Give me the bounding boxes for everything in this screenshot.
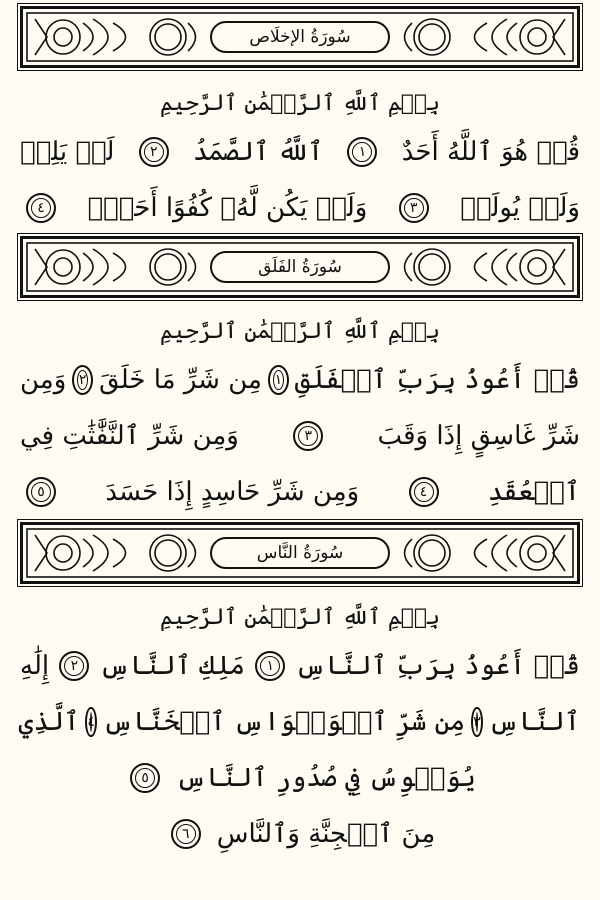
basmala: بِسۡمِ ٱللَّهِ ٱلرَّحۡمَٰنِ ٱلرَّحِيمِ [159, 605, 441, 630]
ayah-line [20, 806, 580, 862]
ayah-text: مِن شَرِّ مَا خَلَقَ [99, 365, 262, 395]
ayah-line [20, 408, 580, 464]
ayah-text: قُلۡ أَعُوذُ بِرَبِّ ٱلۡفَلَقِ [294, 365, 580, 395]
ayah-text: ٱللَّهُ ٱلصَّمَدُ [193, 137, 324, 167]
ayah-number-marker: ٢ [72, 365, 93, 395]
basmala: بِسۡمِ ٱللَّهِ ٱلرَّحۡمَٰنِ ٱلرَّحِيمِ [159, 319, 441, 344]
ayah-number-marker: ٤ [85, 707, 97, 737]
ayah-text: قُلۡ أَعُوذُ بِرَبِّ ٱلنَّاسِ [295, 651, 580, 681]
ayah-line [20, 180, 580, 236]
surah-al-falaq [0, 236, 600, 520]
ayah-line [20, 694, 580, 750]
ayah-text: ٱلۡعُقَدِ [487, 477, 580, 507]
surah-title: سُورَةُ النَّاس [256, 543, 344, 563]
ayah-line [20, 352, 580, 408]
ayah-number-marker: ٥ [26, 477, 56, 507]
ayah-number-marker: ٣ [293, 421, 323, 451]
ayah-number-marker: ٤ [409, 477, 439, 507]
ayah-text: وَمِن شَرِّ ٱلنَّفَّٰثَٰتِ فِي [20, 421, 239, 451]
ayah-text: مَلِكِ ٱلنَّاسِ [99, 651, 245, 681]
basmala: بِسۡمِ ٱللَّهِ ٱلرَّحۡمَٰنِ ٱلرَّحِيمِ [159, 91, 441, 116]
ayah-number-marker: ٢ [139, 137, 169, 167]
ayah-text: وَمِن [20, 365, 67, 395]
ayah-text: وَلَمۡ يَكُن لَّهُۥ كُفُوًا أَحَدُۢ [87, 193, 368, 223]
surah-header-banner [20, 6, 580, 68]
ayah-text: مِنَ ٱلۡجِنَّةِ وَٱلنَّاسِ [216, 819, 436, 849]
surah-an-nas [0, 522, 600, 862]
ayah-number-marker: ١ [255, 651, 285, 681]
ayah-text: شَرِّ غَاسِقٍ إِذَا وَقَبَ [377, 421, 580, 451]
ayah-number-marker: ٤ [26, 193, 56, 223]
ayah-line [20, 750, 580, 806]
ayah-line [20, 638, 580, 694]
ayah-number-marker: ٣ [399, 193, 429, 223]
surah-header-banner [20, 236, 580, 298]
ayah-text: لَمۡ يَلِدۡ [20, 137, 115, 167]
ayah-line [20, 124, 580, 180]
surah-title-box [210, 21, 390, 53]
ayah-line [20, 464, 580, 520]
ayah-text: مِن شَرِّ ٱلۡوَسۡوَاسِ ٱلۡخَنَّاسِ [102, 707, 466, 737]
surah-title-box [210, 251, 390, 283]
ayah-number-marker: ١ [347, 137, 377, 167]
ayah-number-marker: ٥ [130, 763, 160, 793]
surah-title: سُورَةُ الفَلَق [258, 257, 342, 277]
ayah-text: يُوَسۡوِسُ فِي صُدُورِ ٱلنَّاسِ [176, 763, 476, 793]
ayah-text: إِلَٰهِ [20, 651, 50, 681]
ayah-number-marker: ٣ [471, 707, 483, 737]
surah-header-banner [20, 522, 580, 584]
ayah-text: قُلۡ هُوَ ٱللَّهُ أَحَدٌ [401, 137, 580, 167]
surah-al-ikhlas [0, 6, 600, 236]
surah-title: سُورَةُ الإخلَاص [249, 27, 351, 47]
ayah-text: وَلَمۡ يُولَدۡ [460, 193, 580, 223]
ayah-text: وَمِن شَرِّ حَاسِدٍ إِذَا حَسَدَ [105, 477, 360, 507]
surah-title-box [210, 537, 390, 569]
ayah-text: ٱلنَّاسِ [488, 707, 580, 737]
ayah-number-marker: ٢ [59, 651, 89, 681]
ayah-text: ٱلَّذِي [18, 707, 80, 737]
ayah-number-marker: ١ [268, 365, 289, 395]
ayah-number-marker: ٦ [171, 819, 201, 849]
